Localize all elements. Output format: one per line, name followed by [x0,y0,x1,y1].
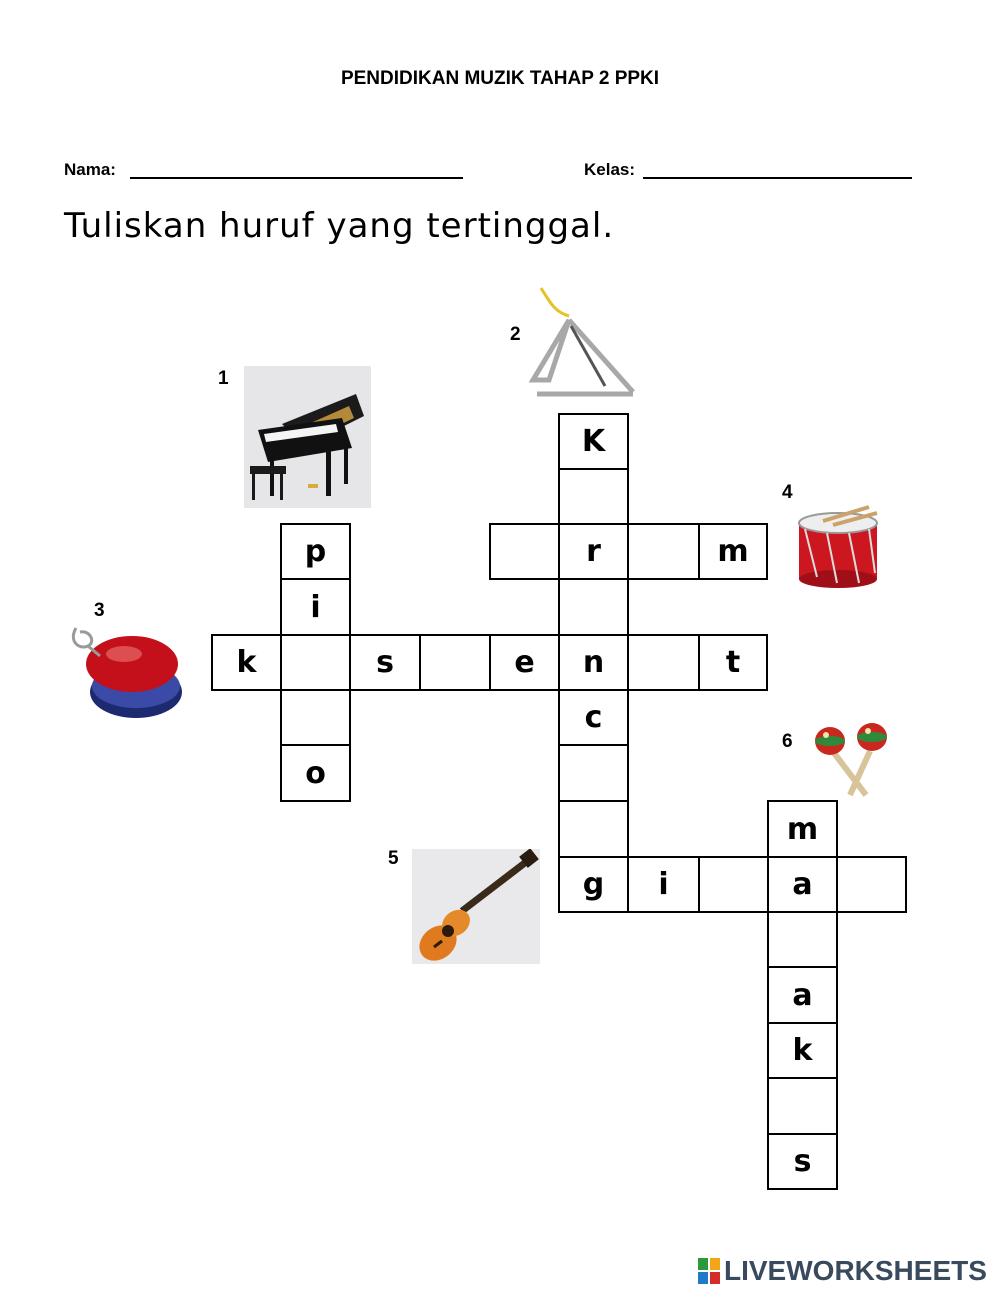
castanets-cell-2[interactable] [280,634,351,691]
clue-number-5: 5 [388,848,399,869]
brand-text: LIVEWORKSHEETS [724,1255,987,1286]
piano-cell-5[interactable]: o [280,744,351,802]
class-field-line[interactable] [643,177,912,179]
castanets-cell-3[interactable]: s [349,634,421,691]
drum-cell-2[interactable]: r [558,523,629,580]
triangle-icon [525,286,640,398]
triangle-cell-8[interactable] [558,800,629,858]
name-field-line[interactable] [130,177,463,179]
castanets-cell-7[interactable] [627,634,700,691]
maracas-cell-1[interactable]: m [767,800,838,858]
guitar-cell-4[interactable]: a [767,856,838,913]
maracas-cell-6[interactable] [767,1077,838,1135]
maracas-cell-4[interactable]: a [767,966,838,1024]
triangle-cell-2[interactable] [558,468,629,525]
triangle-cell-1[interactable]: K [558,413,629,470]
castanets-cell-5[interactable]: e [489,634,560,691]
castanets-cell-8[interactable]: t [698,634,768,691]
liveworksheets-brand[interactable] [698,1255,987,1287]
piano-cell-2[interactable]: i [280,578,351,636]
clue-number-2: 2 [510,324,521,345]
drum-icon [793,503,883,593]
instruction-text: Tuliskan huruf yang tertinggal. [64,206,615,246]
liveworksheets-logo-icon [698,1258,720,1284]
castanets-cell-4[interactable] [419,634,491,691]
piano-cell-4[interactable] [280,689,351,746]
castanets-cell-1[interactable]: k [211,634,282,691]
castanets-cell-6[interactable]: n [558,634,629,691]
class-label: Kelas: [584,160,636,179]
name-label: Nama: [64,160,116,179]
drum-cell-1[interactable] [489,523,560,580]
triangle-cell-6[interactable]: c [558,689,629,746]
guitar-cell-5[interactable] [836,856,907,913]
guitar-cell-2[interactable]: i [627,856,700,913]
maracas-cell-7[interactable]: s [767,1133,838,1190]
maracas-cell-5[interactable]: k [767,1022,838,1079]
maracas-icon [812,717,892,799]
clue-number-4: 4 [782,482,793,503]
page-title: PENDIDIKAN MUZIK TAHAP 2 PPKI [340,68,660,89]
piano-cell-1[interactable]: p [280,523,351,580]
guitar-cell-3[interactable] [698,856,769,913]
clue-number-3: 3 [94,600,105,621]
triangle-cell-7[interactable] [558,744,629,802]
drum-cell-3[interactable] [627,523,700,580]
clue-number-6: 6 [782,731,793,752]
drum-cell-4[interactable]: m [698,523,768,580]
guitar-icon [412,849,540,964]
clue-number-1: 1 [218,368,229,389]
guitar-cell-1[interactable]: g [558,856,629,913]
piano-icon [244,366,371,508]
maracas-cell-3[interactable] [767,911,838,968]
triangle-cell-4[interactable] [558,578,629,636]
castanets-icon [66,622,186,722]
